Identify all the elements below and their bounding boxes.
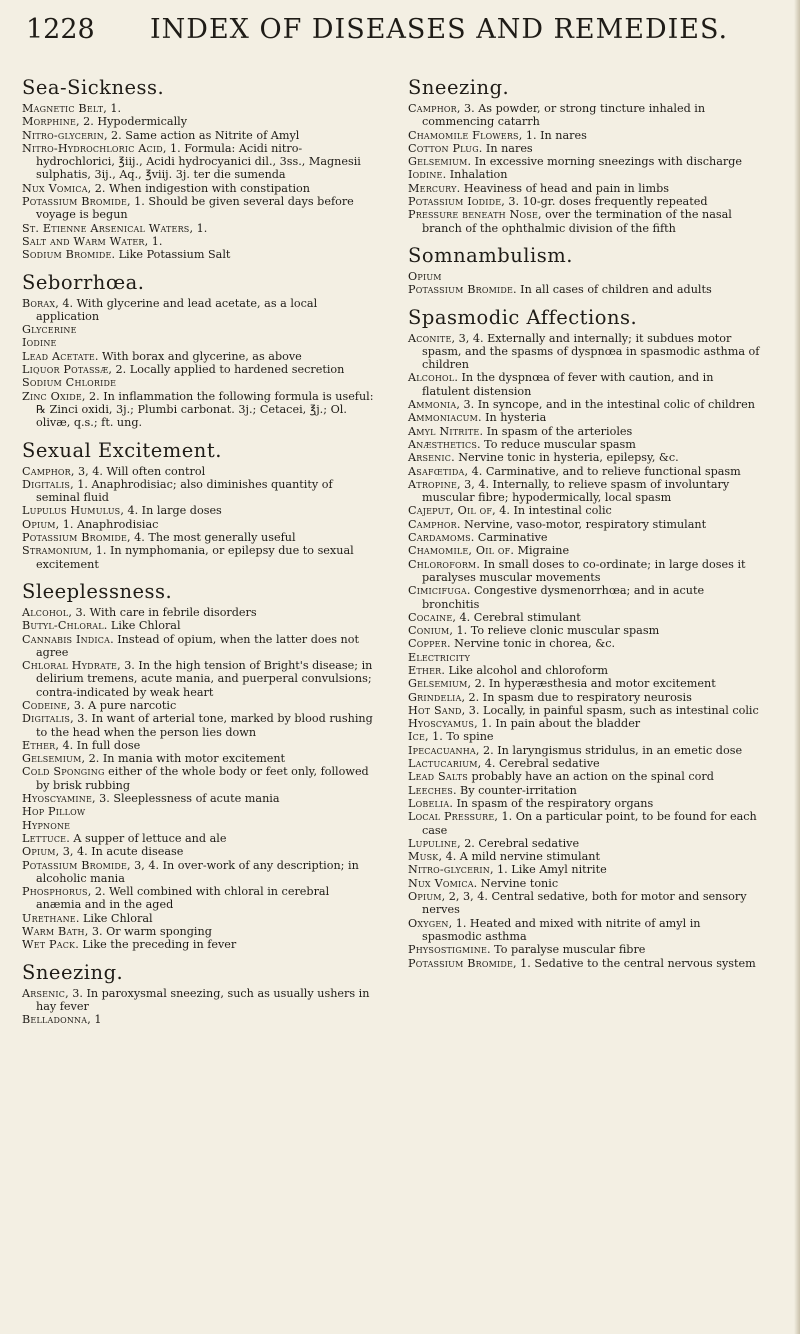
remedy-note: . Migraine [510,544,570,558]
index-entry [22,376,374,389]
remedy-name: Salt and Warm Water [22,234,145,248]
index-entry [408,810,760,837]
remedy-name: Nitro-glycerin [22,128,104,142]
remedy-note: , 3, 4. Externally and internally; it subdues motor spasm, and the spasms of dyspnœa in spasmodic asthma of children [422,331,760,372]
remedy-name: Zinc Oxide [22,389,82,403]
index-entry [408,797,760,810]
remedy-note: , 2. Same action as Nitrite of Amyl [103,128,300,142]
remedy-note: , 2. When indigestion with constipation [87,181,310,195]
remedy-note: , 1. Anaphrodisiac [55,517,159,531]
index-entry [408,438,760,451]
remedy-name: Chloroform [408,557,477,571]
remedy-name: Gelsemium [408,677,468,691]
index-entry [408,704,760,717]
remedy-note: . Instead of opium, when the latter does not agree [36,632,359,659]
index-entry [22,350,374,363]
remedy-note: , 3. In want of arterial tone, marked by blood rushing to the head when the person lies down [36,712,373,739]
index-entry [408,890,760,917]
remedy-name: Lettuce [22,831,67,845]
remedy-name: Chloral Hydrate [22,659,118,673]
remedy-name: Ice [408,730,425,744]
index-entry [22,531,374,544]
remedy-name: Hyoscyamine [22,792,93,806]
remedy-note: , 2. In laryngismus stridulus, in an emetic dose [475,743,743,757]
index-section [408,306,760,970]
remedy-name: Nux Vomica [22,181,88,195]
index-entry [22,752,374,765]
index-section [408,244,760,297]
remedy-note: , 1. To spine [424,730,494,744]
remedy-name: Hyoscyamus [408,717,475,731]
remedy-note: , 3. In paroxysmal sneezing, such as usually ushers in hay fever [36,986,370,1013]
remedy-name: Sodium Chloride [22,376,117,390]
remedy-name: Potassium Bromide [408,956,514,970]
remedy-name: Phosphorus [22,885,88,899]
section-heading: Sexual Excitement. [22,438,222,462]
index-entry [408,664,760,677]
index-entry [22,739,374,752]
index-section [22,580,374,952]
remedy-note: , 4. A mild nervine stimulant [438,850,600,864]
index-entry [22,792,374,805]
remedy-name: Nitro-Hydrochloric Acid [22,141,163,155]
remedy-name: Warm Bath [22,925,85,939]
remedy-name: Lead Acetate [22,349,95,363]
remedy-note: . In small doses to co-ordinate; in large doses it paralyses muscular movements [422,557,746,584]
remedy-note: , 4. In full dose [55,738,141,752]
section-heading: Spasmodic Affections. [408,305,638,329]
index-entry [22,938,374,951]
remedy-name: Lead Salts [408,770,468,784]
remedy-name: Aconite [408,331,452,345]
index-entry [408,770,760,783]
remedy-note: , 3. A pure narcotic [66,698,177,712]
index-entry [22,987,374,1014]
remedy-name: Ether [22,738,56,752]
right-column [408,76,760,979]
index-entry [408,637,760,650]
index-entry [22,518,374,531]
remedy-name: Alcohol [408,371,455,385]
index-entry [22,129,374,142]
remedy-name: Cotton Plug [408,141,479,155]
remedy-note: , 2. Cerebral sedative [457,836,580,850]
remedy-note: . In excessive morning sneezings with discharge [467,155,743,169]
index-entry [408,270,760,283]
index-entry [408,465,760,478]
remedy-name: Electricity [408,650,471,664]
remedy-name: Opium [22,845,56,859]
remedy-name: Sodium Bromide [22,248,112,262]
index-entry [408,917,760,944]
remedy-note: . In spasm of the respiratory organs [449,796,654,810]
remedy-note: , 1. Sedative to the central nervous system [513,956,756,970]
remedy-note: , 2. Hypodermically [76,115,188,129]
index-entry [22,195,374,222]
remedy-note: , 1. Should be given several days before voyage is begun [36,195,354,222]
remedy-name: Musk [408,850,439,864]
index-entry [22,619,374,632]
remedy-name: Wet Pack [22,938,76,952]
remedy-name: Alcohol [22,605,69,619]
remedy-name: Camphor [408,102,457,115]
page-edge-shadow [794,0,800,1334]
remedy-note: . In nares [478,141,533,155]
remedy-note: , 2. In inflammation the following formula is useful: ℞ Zinci oxidi, 3j.; Plumbi carbonat. 3j.; Cetacei, ℥j.; Ol. olivæ, q.s.; ft. ung. [36,389,374,430]
index-entry [408,208,760,235]
remedy-name: Magnetic Belt [22,102,104,115]
index-entry [22,115,374,128]
index-entry [408,504,760,517]
section-heading: Somnambulism. [408,243,573,267]
remedy-name: Hop Pillow [22,805,86,819]
remedy-name: Liquor Potassæ [22,363,109,377]
running-title: INDEX OF DISEASES AND REMEDIES. [150,14,729,45]
index-entry [22,297,374,324]
remedy-note: , 3. Or warm sponging [84,925,212,939]
remedy-note: , 4. In intestinal colic [492,504,612,518]
remedy-note: , 1. In nymphomania, or epilepsy due to sexual excitement [36,544,354,571]
remedy-note: . Inhalation [442,168,508,182]
remedy-name: Ether [408,663,442,677]
remedy-name: Glycerine [22,323,77,337]
index-entry [408,518,760,531]
remedy-name: Borax [22,296,56,310]
remedy-note: , over the termination of the nasal branch of the ophthalmic division of the fifth [422,208,732,235]
section-heading: Sea-Sickness. [22,76,165,99]
remedy-note: . Like Chloral [75,911,153,925]
remedy-note: , 3. In the high tension of Bright's disease; in delirium tremens, acute mania, and puerperal convulsions; contra-indicated by weak heart [36,659,373,699]
remedy-name: Nitro-glycerin [408,863,490,877]
remedy-note: . Nervine tonic in hysteria, epilepsy, &c. [451,451,679,465]
remedy-name: Asafœtida [408,464,465,478]
index-entry [22,606,374,619]
remedy-note: , 1. In nares [518,128,587,142]
remedy-note: , 4. In large doses [120,504,222,518]
remedy-note: , 3, 4. Internally, to relieve spasm of involuntary muscular fibre; hypodermically, local spasm [422,477,730,505]
remedy-note: , 1 [87,1013,102,1027]
index-entry [408,102,760,129]
index-entry [22,765,374,792]
remedy-name: Belladonna [22,1013,88,1027]
remedy-name: Arsenic [408,451,452,465]
remedy-note: , 3, 4. Will often control [70,464,206,478]
remedy-name: Cocaine [408,610,453,624]
index-entry [22,805,374,818]
remedy-name: Anæsthetics [408,437,478,451]
remedy-name: St. Etienne Arsenical Waters [22,221,190,235]
remedy-name: Copper [408,637,447,651]
remedy-name: Conium [408,624,450,638]
index-entry [22,102,374,115]
index-entry [408,850,760,863]
remedy-note: . With borax and glycerine, as above [94,349,302,363]
remedy-note: . Nervine, vaso-motor, respiratory stimulant [456,517,707,531]
remedy-note: , 1. Heated and mixed with nitrite of amyl in spasmodic asthma [422,916,701,943]
remedy-name: Potassium Bromide [408,283,514,297]
remedy-note: . Like Potassium Salt [111,248,231,262]
remedy-name: Nux Vomica [408,876,474,890]
index-entry [408,398,760,411]
remedy-note: . Nervine tonic [473,876,559,890]
remedy-note: , 3. Sleeplessness of acute mania [92,792,280,806]
remedy-name: Amyl Nitrite [408,424,480,438]
index-entry [22,659,374,699]
index-section [408,76,760,235]
remedy-name: Gelsemium [408,155,468,169]
remedy-name: Potassium Iodide [408,195,502,209]
remedy-name: Cannabis Indica [22,632,111,646]
index-entry [22,248,374,261]
index-section [22,271,374,430]
remedy-note: . A supper of lettuce and ale [66,831,227,845]
index-entry [408,691,760,704]
remedy-name: Camphor [408,517,457,531]
remedy-name: Pressure beneath Nose [408,208,539,222]
index-entry [22,712,374,739]
index-entry [408,584,760,611]
remedy-note: . In all cases of children and adults [513,283,712,297]
remedy-name: Hot Sand [408,703,462,717]
remedy-name: Iodine [408,168,443,182]
index-entry [408,531,760,544]
remedy-name: Digitalis [22,712,71,726]
index-entry [408,611,760,624]
remedy-note: . Like Chloral [103,619,181,633]
index-entry [22,699,374,712]
remedy-name: Stramonium [22,544,89,558]
index-entry [22,182,374,195]
index-entry [408,877,760,890]
index-entry [408,651,760,664]
remedy-name: Chamomile Flowers [408,128,519,142]
remedy-note: . In hysteria [478,411,547,425]
remedy-name: Iodine [22,336,57,350]
remedy-note: . Congestive dysmenorrhœa; and in acute bronchitis [422,584,705,611]
index-entry [22,859,374,886]
remedy-note: , 4. Carminative, and to relieve functional spasm [464,464,741,478]
index-entry [408,784,760,797]
remedy-note: , 3. 10-gr. doses frequently repeated [501,195,708,209]
index-entry [408,757,760,770]
remedy-note: . Heaviness of head and pain in limbs [456,181,669,195]
remedy-name: Cimicifuga [408,584,467,598]
remedy-name: Morphine [22,115,76,129]
index-entry [408,717,760,730]
section-heading: Sneezing. [408,76,510,99]
remedy-note: either of the whole body or feet only, followed by brisk rubbing [36,765,369,792]
index-entry [408,451,760,464]
index-entry [408,425,760,438]
index-entry [22,633,374,660]
index-entry [408,195,760,208]
remedy-note: . Carminative [470,531,548,545]
remedy-name: Grindelia [408,690,462,704]
index-entry [22,912,374,925]
remedy-name: Potassium Bromide [22,858,128,872]
remedy-name: Mercury [408,181,457,195]
index-entry [408,744,760,757]
remedy-note: , 2. In spasm due to respiratory neurosis [461,690,692,704]
index-section [22,961,374,1027]
remedy-name: Potassium Bromide [22,195,128,209]
index-entry [408,677,760,690]
remedy-note: , 1. On a particular point, to be found for each case [422,810,757,837]
index-entry [22,832,374,845]
remedy-note: , 1. [103,102,122,115]
remedy-name: Ipecacuanha [408,743,476,757]
remedy-note: , 1. Formula: Acidi nitro-hydrochlorici, ℥iij., Acidi hydrocyanici dil., 3ss., Magnesii sulphatis, 3ij., Aq., ℥viij. 3j. ter die sumenda [36,141,361,182]
remedy-name: Gelsemium [22,752,82,766]
remedy-note: , 4. With glycerine and lead acetate, as a local application [36,296,318,323]
index-entry [22,142,374,182]
section-heading: Seborrhœa. [22,270,145,294]
remedy-name: Codeine [22,698,67,712]
remedy-note: , 4. The most generally useful [127,531,296,545]
remedy-note: . To reduce muscular spasm [477,437,636,451]
remedy-name: Lupuline [408,836,458,850]
remedy-name: Lobelia [408,796,450,810]
index-section [22,76,374,262]
remedy-name: Ammoniacum [408,411,479,425]
remedy-name: Opium [22,517,56,531]
remedy-name: Ammonia [408,398,457,412]
index-entry [408,155,760,168]
remedy-note: , 3. As powder, or strong tincture inhaled in commencing catarrh [422,102,706,129]
index-entry [22,544,374,571]
remedy-note: , 4. Cerebral sedative [477,757,600,771]
index-entry [408,863,760,876]
remedy-note: . In the dyspnœa of fever with caution, and in flatulent distension [422,371,714,398]
remedy-name: Oxygen [408,916,449,930]
index-entry [22,819,374,832]
remedy-note: , 2. In mania with motor excitement [81,752,286,766]
index-entry [22,1013,374,1026]
index-entry [22,925,374,938]
remedy-note: , 3. In syncope, and in the intestinal colic of children [456,398,755,412]
remedy-note: , 4. Cerebral stimulant [452,610,581,624]
remedy-name: Urethane [22,911,76,925]
remedy-note: . By counter-irritation [452,783,577,797]
index-entry [408,371,760,398]
index-entry [22,845,374,858]
remedy-note: , 2. In hyperæsthesia and motor excitement [467,677,716,691]
index-entry [408,283,760,296]
remedy-name: Opium [408,269,442,283]
remedy-note: , 1. Anaphrodisiac; also diminishes quantity of seminal fluid [36,477,333,505]
index-entry [22,222,374,235]
index-entry [22,390,374,430]
remedy-name: Cold Sponging [22,765,105,779]
remedy-name: Cardamoms [408,531,471,545]
remedy-note: , 3. With care in febrile disorders [68,605,257,619]
index-entry [408,943,760,956]
index-entry [22,323,374,336]
remedy-note: , 3, 4. In over-work of any description; in alcoholic mania [36,858,359,885]
remedy-note: , 1. To relieve clonic muscular spasm [449,624,660,638]
remedy-note: . Like alcohol and chloroform [441,663,609,677]
index-entry [408,129,760,142]
remedy-name: Digitalis [22,477,71,491]
index-entry [408,624,760,637]
index-entry [408,182,760,195]
remedy-note: , 2, 3, 4. Central sedative, both for motor and sensory nerves [422,890,747,917]
index-entry [22,478,374,505]
index-entry [408,837,760,850]
section-heading: Sleeplessness. [22,579,173,603]
index-entry [408,411,760,424]
remedy-note: , 2. Well combined with chloral in cerebral anæmia and in the aged [36,885,330,912]
remedy-name: Camphor [22,464,71,478]
index-entry [22,504,374,517]
index-entry [408,332,760,372]
remedy-note: . Nervine tonic in chorea, &c. [446,637,616,651]
index-entry [408,957,760,970]
index-entry [22,465,374,478]
section-heading: Sneezing. [22,960,124,984]
remedy-note: . In spasm of the arterioles [479,424,633,438]
remedy-name: Lactucarium [408,757,478,771]
index-entry [408,558,760,585]
index-entry [22,235,374,248]
left-column [22,76,374,1036]
remedy-name: Lupulus Humulus [22,504,121,518]
remedy-name: Butyl-Chloral [22,619,104,633]
remedy-name: Atropine [408,477,457,491]
remedy-name: Physostigmine [408,943,487,957]
index-entry [408,544,760,557]
remedy-note: , 1. Like Amyl nitrite [489,863,607,877]
remedy-note: , 1. [189,221,208,235]
remedy-note: . To paralyse muscular fibre [486,943,646,957]
index-entry [408,142,760,155]
remedy-name: Local Pressure [408,810,495,824]
index-entry [408,168,760,181]
remedy-name: Hypnone [22,818,71,832]
remedy-note: . Like the preceding in fever [75,938,237,952]
remedy-name: Chamomile, Oil of [408,544,511,558]
index-entry [408,478,760,505]
remedy-name: Potassium Bromide [22,531,128,545]
remedy-name: Cajeput, Oil of [408,504,493,518]
remedy-note: , 3. Locally, in painful spasm, such as intestinal colic [461,703,759,717]
index-entry [22,885,374,912]
remedy-note: , 1. In pain about the bladder [474,717,641,731]
remedy-note: , 3, 4. In acute disease [55,845,184,859]
remedy-name: Opium [408,890,442,904]
remedy-note: probably have an action on the spinal cord [467,770,714,784]
remedy-name: Leeches [408,783,453,797]
remedy-note: , 1. [144,234,163,248]
page-header [26,14,770,46]
remedy-note: , 2. Locally applied to hardened secretion [108,363,345,377]
index-section [22,439,374,571]
remedy-name: Arsenic [22,986,66,1000]
index-entry [22,336,374,349]
index-entry [408,730,760,743]
page-number: 1228 [26,14,95,45]
index-entry [22,363,374,376]
